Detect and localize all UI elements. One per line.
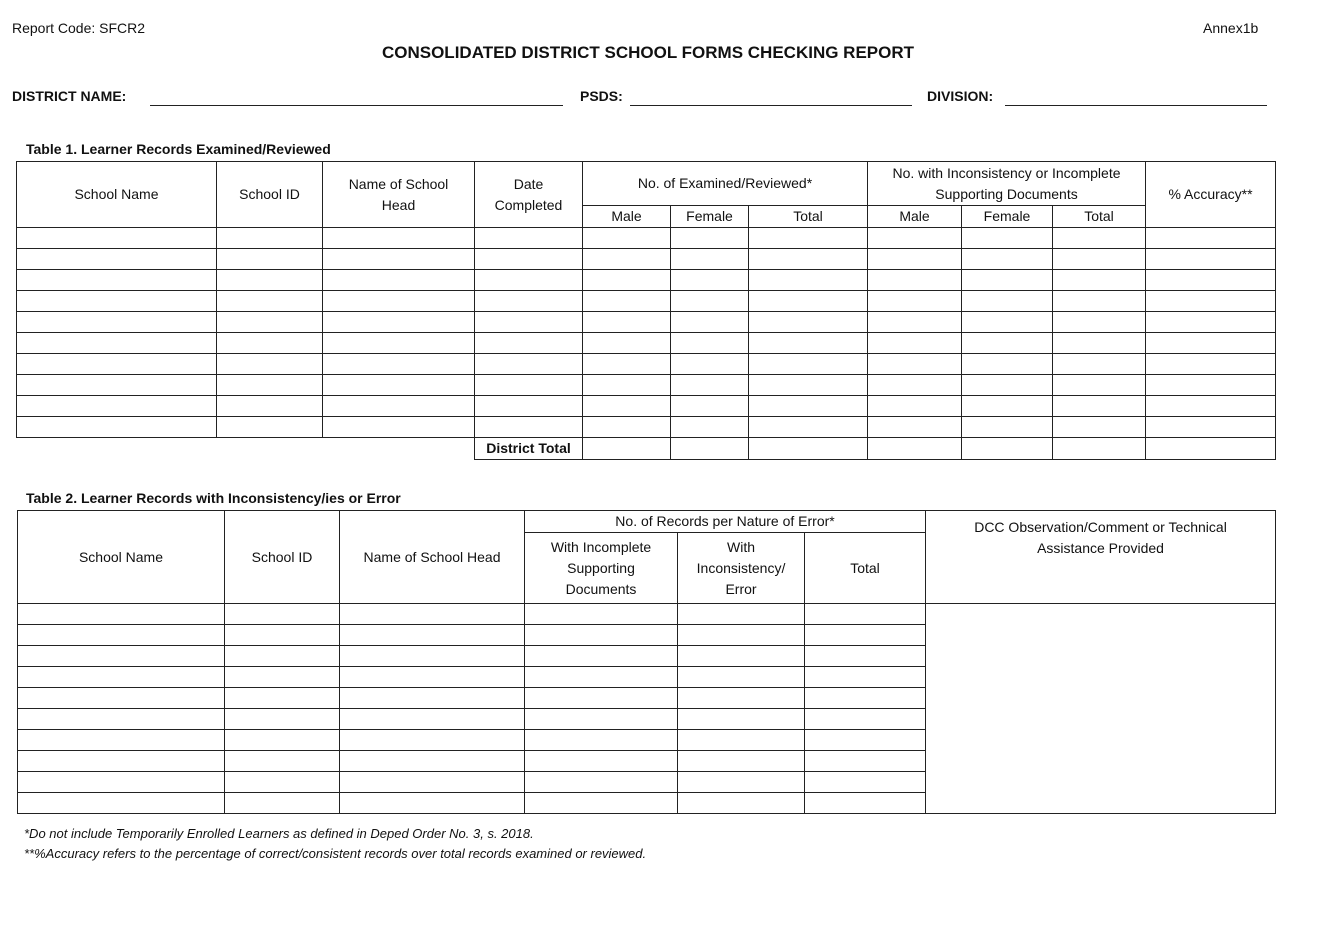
entry-cell[interactable] bbox=[17, 396, 217, 417]
entry-cell[interactable] bbox=[678, 667, 805, 688]
entry-cell[interactable] bbox=[671, 396, 749, 417]
entry-cell[interactable] bbox=[225, 688, 340, 709]
entry-cell[interactable] bbox=[340, 646, 525, 667]
entry-cell[interactable] bbox=[1053, 312, 1146, 333]
entry-cell[interactable] bbox=[217, 270, 323, 291]
t2-sub-incomplete: With Incomplete Supporting Documents bbox=[525, 533, 678, 604]
entry-cell[interactable] bbox=[805, 646, 926, 667]
entry-cell[interactable] bbox=[17, 291, 217, 312]
entry-cell[interactable] bbox=[671, 312, 749, 333]
table-row bbox=[17, 291, 1276, 312]
t1-sub-total: Total bbox=[1053, 206, 1146, 228]
footnote-enrolled: *Do not include Temporarily Enrolled Learners as defined in Deped Order No. 3, s. 2018. bbox=[24, 826, 534, 841]
entry-cell[interactable] bbox=[17, 249, 217, 270]
entry-cell[interactable] bbox=[475, 291, 583, 312]
entry-cell[interactable] bbox=[805, 751, 926, 772]
table-row bbox=[17, 312, 1276, 333]
entry-cell[interactable] bbox=[805, 793, 926, 814]
t2-sub-total: Total bbox=[805, 533, 926, 604]
entry-cell[interactable] bbox=[1053, 375, 1146, 396]
entry-cell[interactable] bbox=[217, 354, 323, 375]
table-row bbox=[17, 228, 1276, 249]
entry-cell[interactable] bbox=[18, 688, 225, 709]
entry-cell[interactable] bbox=[217, 375, 323, 396]
entry-cell[interactable] bbox=[525, 793, 678, 814]
psds-label: PSDS: bbox=[580, 88, 623, 104]
entry-cell[interactable] bbox=[475, 312, 583, 333]
table-row bbox=[17, 396, 1276, 417]
entry-cell[interactable] bbox=[323, 375, 475, 396]
entry-cell[interactable] bbox=[962, 354, 1053, 375]
t1-header-examined: No. of Examined/Reviewed* bbox=[583, 162, 868, 206]
entry-cell[interactable] bbox=[323, 312, 475, 333]
entry-cell[interactable] bbox=[475, 375, 583, 396]
t1-header-school-head: Name of School Head bbox=[323, 162, 475, 228]
t2-header-dcc-observation: DCC Observation/Comment or Technical Assistance Provided bbox=[926, 511, 1276, 604]
entry-cell[interactable] bbox=[671, 375, 749, 396]
entry-cell[interactable] bbox=[962, 312, 1053, 333]
entry-cell[interactable] bbox=[868, 375, 962, 396]
entry-cell[interactable] bbox=[217, 291, 323, 312]
entry-cell[interactable] bbox=[17, 333, 217, 354]
entry-cell[interactable] bbox=[868, 249, 962, 270]
entry-cell[interactable] bbox=[475, 333, 583, 354]
table2-caption: Table 2. Learner Records with Inconsistency/ies or Error bbox=[26, 490, 401, 506]
entry-cell[interactable] bbox=[749, 354, 868, 375]
entry-cell[interactable] bbox=[583, 291, 671, 312]
entry-cell[interactable] bbox=[1146, 249, 1276, 270]
t1-sub-male: Male bbox=[583, 206, 671, 228]
division-field[interactable] bbox=[1005, 105, 1267, 106]
entry-cell[interactable] bbox=[525, 730, 678, 751]
entry-cell[interactable] bbox=[225, 625, 340, 646]
entry-cell[interactable] bbox=[678, 646, 805, 667]
entry-cell[interactable] bbox=[217, 417, 323, 438]
table1-caption: Table 1. Learner Records Examined/Reviewed bbox=[26, 141, 331, 157]
entry-cell[interactable] bbox=[17, 270, 217, 291]
entry-cell[interactable] bbox=[1053, 291, 1146, 312]
entry-cell[interactable] bbox=[1146, 312, 1276, 333]
entry-cell[interactable] bbox=[217, 249, 323, 270]
entry-cell[interactable] bbox=[525, 709, 678, 730]
table-row bbox=[17, 354, 1276, 375]
entry-cell[interactable] bbox=[475, 396, 583, 417]
entry-cell[interactable] bbox=[671, 333, 749, 354]
entry-cell[interactable] bbox=[749, 333, 868, 354]
entry-cell[interactable] bbox=[1053, 333, 1146, 354]
entry-cell[interactable] bbox=[18, 772, 225, 793]
t1-sub-male: Male bbox=[868, 206, 962, 228]
entry-cell[interactable] bbox=[1053, 249, 1146, 270]
t2-header-school-id: School ID bbox=[225, 511, 340, 604]
entry-cell[interactable] bbox=[323, 249, 475, 270]
entry-cell[interactable] bbox=[583, 417, 671, 438]
entry-cell[interactable] bbox=[678, 793, 805, 814]
entry-cell[interactable] bbox=[525, 604, 678, 625]
entry-cell[interactable] bbox=[525, 667, 678, 688]
entry-cell[interactable] bbox=[340, 604, 525, 625]
entry-cell[interactable] bbox=[1053, 270, 1146, 291]
entry-cell[interactable] bbox=[962, 249, 1053, 270]
entry-cell[interactable] bbox=[17, 354, 217, 375]
learner-records-table bbox=[16, 161, 1276, 460]
entry-cell[interactable] bbox=[962, 270, 1053, 291]
entry-cell[interactable] bbox=[18, 793, 225, 814]
entry-cell[interactable] bbox=[805, 604, 926, 625]
t2-header-school-head: Name of School Head bbox=[340, 511, 525, 604]
entry-cell[interactable] bbox=[217, 228, 323, 249]
entry-cell[interactable] bbox=[18, 646, 225, 667]
table-row bbox=[17, 333, 1276, 354]
entry-cell[interactable] bbox=[340, 751, 525, 772]
entry-cell[interactable] bbox=[962, 396, 1053, 417]
entry-cell[interactable] bbox=[583, 228, 671, 249]
entry-cell[interactable] bbox=[225, 772, 340, 793]
entry-cell[interactable] bbox=[868, 396, 962, 417]
entry-cell[interactable] bbox=[671, 354, 749, 375]
district-total-cell[interactable] bbox=[1053, 438, 1146, 460]
entry-cell[interactable] bbox=[323, 228, 475, 249]
entry-cell[interactable] bbox=[18, 709, 225, 730]
entry-cell[interactable] bbox=[323, 291, 475, 312]
entry-cell[interactable] bbox=[225, 730, 340, 751]
t1-sub-female: Female bbox=[671, 206, 749, 228]
entry-cell[interactable] bbox=[1146, 291, 1276, 312]
entry-cell[interactable] bbox=[749, 417, 868, 438]
entry-cell[interactable] bbox=[749, 312, 868, 333]
entry-cell[interactable] bbox=[678, 772, 805, 793]
entry-cell[interactable] bbox=[868, 333, 962, 354]
entry-cell[interactable] bbox=[749, 375, 868, 396]
table-row bbox=[18, 604, 1276, 625]
entry-cell[interactable] bbox=[323, 396, 475, 417]
t2-sub-inconsistency: With Inconsistency/ Error bbox=[678, 533, 805, 604]
entry-cell[interactable] bbox=[525, 688, 678, 709]
entry-cell[interactable] bbox=[962, 291, 1053, 312]
district-total-cell[interactable] bbox=[868, 438, 962, 460]
district-total-cell[interactable] bbox=[583, 438, 671, 460]
entry-cell[interactable] bbox=[1053, 228, 1146, 249]
entry-cell[interactable] bbox=[583, 333, 671, 354]
entry-cell[interactable] bbox=[340, 709, 525, 730]
entry-cell[interactable] bbox=[749, 291, 868, 312]
t1-header-accuracy: % Accuracy** bbox=[1146, 162, 1276, 228]
entry-cell[interactable] bbox=[868, 354, 962, 375]
entry-cell[interactable] bbox=[678, 730, 805, 751]
psds-field[interactable] bbox=[630, 105, 912, 106]
entry-cell[interactable] bbox=[1146, 417, 1276, 438]
t1-header-inconsistency: No. with Inconsistency or Incomplete Supporting Documents bbox=[868, 162, 1146, 206]
entry-cell[interactable] bbox=[225, 646, 340, 667]
entry-cell[interactable] bbox=[962, 375, 1053, 396]
entry-cell[interactable] bbox=[340, 688, 525, 709]
entry-cell[interactable] bbox=[225, 667, 340, 688]
district-name-field[interactable] bbox=[150, 105, 563, 106]
district-total-cell[interactable] bbox=[962, 438, 1053, 460]
table-row bbox=[17, 375, 1276, 396]
entry-cell[interactable] bbox=[323, 270, 475, 291]
entry-cell[interactable] bbox=[323, 354, 475, 375]
entry-cell[interactable] bbox=[340, 793, 525, 814]
entry-cell[interactable] bbox=[671, 270, 749, 291]
entry-cell[interactable] bbox=[868, 417, 962, 438]
entry-cell[interactable] bbox=[805, 709, 926, 730]
entry-cell[interactable] bbox=[671, 417, 749, 438]
entry-cell[interactable] bbox=[962, 333, 1053, 354]
entry-cell[interactable] bbox=[18, 751, 225, 772]
entry-cell[interactable] bbox=[17, 312, 217, 333]
entry-cell[interactable] bbox=[868, 291, 962, 312]
division-label: DIVISION: bbox=[927, 88, 994, 104]
entry-cell[interactable] bbox=[225, 604, 340, 625]
district-total-cell[interactable] bbox=[749, 438, 868, 460]
page-title: CONSOLIDATED DISTRICT SCHOOL FORMS CHECKING REPORT bbox=[381, 43, 915, 62]
entry-cell[interactable] bbox=[805, 688, 926, 709]
dcc-observation-box[interactable] bbox=[926, 604, 1276, 814]
entry-cell[interactable] bbox=[225, 751, 340, 772]
entry-cell[interactable] bbox=[1053, 396, 1146, 417]
district-total-cell[interactable] bbox=[671, 438, 749, 460]
entry-cell[interactable] bbox=[962, 417, 1053, 438]
entry-cell[interactable] bbox=[749, 270, 868, 291]
entry-cell[interactable] bbox=[678, 751, 805, 772]
entry-cell[interactable] bbox=[17, 417, 217, 438]
entry-cell[interactable] bbox=[475, 228, 583, 249]
entry-cell[interactable] bbox=[475, 249, 583, 270]
entry-cell[interactable] bbox=[1146, 333, 1276, 354]
entry-cell[interactable] bbox=[805, 625, 926, 646]
entry-cell[interactable] bbox=[1053, 417, 1146, 438]
entry-cell[interactable] bbox=[475, 354, 583, 375]
entry-cell[interactable] bbox=[671, 228, 749, 249]
entry-cell[interactable] bbox=[1146, 396, 1276, 417]
report-code: Report Code: SFCR2 bbox=[12, 20, 146, 36]
entry-cell[interactable] bbox=[525, 625, 678, 646]
entry-cell[interactable] bbox=[225, 793, 340, 814]
entry-cell[interactable] bbox=[805, 667, 926, 688]
entry-cell[interactable] bbox=[217, 333, 323, 354]
footnote-accuracy: **%Accuracy refers to the percentage of correct/consistent records over total records examined or reviewed. bbox=[24, 846, 647, 861]
entry-cell[interactable] bbox=[678, 604, 805, 625]
entry-cell[interactable] bbox=[17, 375, 217, 396]
table-row bbox=[17, 417, 1276, 438]
entry-cell[interactable] bbox=[868, 312, 962, 333]
entry-cell[interactable] bbox=[671, 249, 749, 270]
entry-cell[interactable] bbox=[671, 291, 749, 312]
entry-cell[interactable] bbox=[583, 249, 671, 270]
t2-header-school-name: School Name bbox=[18, 511, 225, 604]
entry-cell[interactable] bbox=[18, 604, 225, 625]
entry-cell[interactable] bbox=[583, 270, 671, 291]
entry-cell[interactable] bbox=[583, 312, 671, 333]
entry-cell[interactable] bbox=[18, 730, 225, 751]
entry-cell[interactable] bbox=[678, 709, 805, 730]
entry-cell[interactable] bbox=[17, 228, 217, 249]
entry-cell[interactable] bbox=[340, 730, 525, 751]
entry-cell[interactable] bbox=[1146, 375, 1276, 396]
entry-cell[interactable] bbox=[217, 396, 323, 417]
annex-label: Annex1b bbox=[1203, 20, 1259, 36]
district-total-cell[interactable] bbox=[1146, 438, 1276, 460]
table-row bbox=[17, 270, 1276, 291]
entry-cell[interactable] bbox=[583, 354, 671, 375]
t1-header-school-id: School ID bbox=[217, 162, 323, 228]
entry-cell[interactable] bbox=[525, 646, 678, 667]
entry-cell[interactable] bbox=[475, 417, 583, 438]
entry-cell[interactable] bbox=[475, 270, 583, 291]
entry-cell[interactable] bbox=[1146, 228, 1276, 249]
entry-cell[interactable] bbox=[1146, 354, 1276, 375]
error-records-table bbox=[17, 510, 1276, 814]
entry-cell[interactable] bbox=[525, 751, 678, 772]
entry-cell[interactable] bbox=[678, 688, 805, 709]
entry-cell[interactable] bbox=[340, 667, 525, 688]
entry-cell[interactable] bbox=[217, 312, 323, 333]
t2-header-nature-of-error: No. of Records per Nature of Error* bbox=[525, 511, 926, 533]
entry-cell[interactable] bbox=[225, 709, 340, 730]
entry-cell[interactable] bbox=[18, 667, 225, 688]
t1-header-date-completed: Date Completed bbox=[475, 162, 583, 228]
entry-cell[interactable] bbox=[749, 396, 868, 417]
entry-cell[interactable] bbox=[323, 417, 475, 438]
entry-cell[interactable] bbox=[340, 625, 525, 646]
entry-cell[interactable] bbox=[340, 772, 525, 793]
entry-cell[interactable] bbox=[1146, 270, 1276, 291]
t1-sub-female: Female bbox=[962, 206, 1053, 228]
entry-cell[interactable] bbox=[962, 228, 1053, 249]
district-total-label: District Total bbox=[475, 438, 583, 460]
entry-cell[interactable] bbox=[868, 270, 962, 291]
entry-cell[interactable] bbox=[805, 772, 926, 793]
district-name-label: DISTRICT NAME: bbox=[12, 88, 127, 104]
entry-cell[interactable] bbox=[805, 730, 926, 751]
entry-cell[interactable] bbox=[18, 625, 225, 646]
t1-sub-total: Total bbox=[749, 206, 868, 228]
entry-cell[interactable] bbox=[583, 396, 671, 417]
entry-cell[interactable] bbox=[525, 772, 678, 793]
t1-header-school-name: School Name bbox=[17, 162, 217, 228]
entry-cell[interactable] bbox=[749, 249, 868, 270]
table-row bbox=[17, 249, 1276, 270]
entry-cell[interactable] bbox=[749, 228, 868, 249]
entry-cell[interactable] bbox=[678, 625, 805, 646]
entry-cell[interactable] bbox=[323, 333, 475, 354]
entry-cell[interactable] bbox=[583, 375, 671, 396]
entry-cell[interactable] bbox=[868, 228, 962, 249]
entry-cell[interactable] bbox=[1053, 354, 1146, 375]
